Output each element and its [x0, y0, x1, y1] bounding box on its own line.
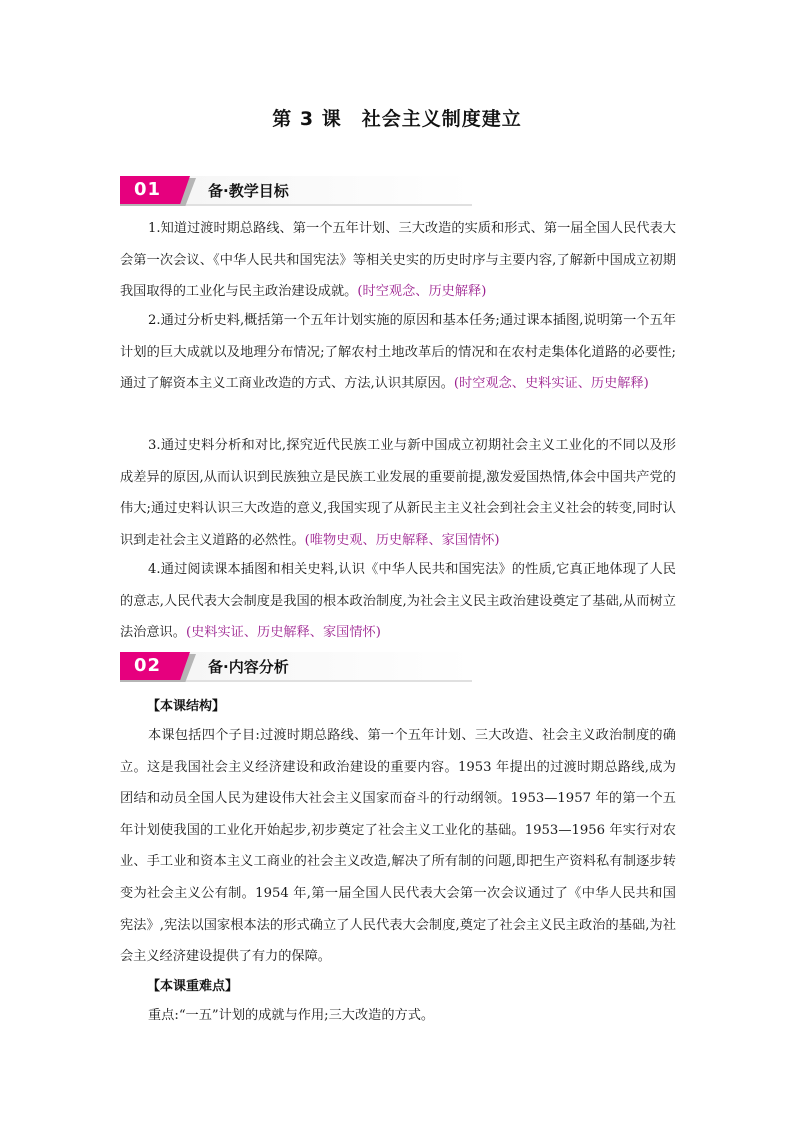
objective-paragraph-3: 3.通过史料分析和对比,探究近代民族工业与新中国成立初期社会主义工业化的不同以及形成差异的原因,从而认识到民族独立是民族工业发展的重要前提,激发爱国热情,体会中国共产党的伟大;通过史料认识三大改造的意义,我国实现了从新民主主义社会到社会主义社会的转变,同时认识到走社会主义道路的必然性。(唯物史观、历史解释、家国情怀) — [120, 438, 676, 548]
structure-paragraph: 本课包括四个子目:过渡时期总路线、第一个五年计划、三大改造、社会主义政治制度的确立。这是我国社会主义经济建设和政治建设的重要内容。1953 年提出的过渡时期总路线,成为团结和动员全国人民为建设伟大社会主义国家而奋斗的行动纲领。1953—1957 年的第一个五年计划使我国的工业化开始起步,初步奠定了社会主义工业化的基础。1953—1956 年实行对农业、手工业和资本主义工商业的社会主义改造,解决了所有制的问题,即把生产资料私有制逐步转变为社会主义公有制。1954 年,第一届全国人民代表大会第一次会议通过了《中华人民共和国宪法》,宪法以国家根本法的形式确立了人民代表大会制度,奠定了社会主义民主政治的基础,为社会主义经济建设提供了有力的保障。 — [120, 728, 676, 965]
competency-tag: (史料实证、历史解释、家国情怀) — [185, 625, 381, 641]
competency-tag: (唯物史观、历史解释、家国情怀) — [304, 532, 500, 548]
section-label: 备·内容分析 — [208, 658, 289, 676]
section-number: 02 — [134, 655, 162, 676]
section-header-objectives — [120, 176, 472, 206]
section-label: 备·教学目标 — [208, 182, 289, 200]
competency-tag: (时空观念、史料实证、历史解释) — [453, 376, 649, 392]
lesson-title: 第 3 课 社会主义制度建立 — [272, 108, 522, 130]
structure-heading: 【本课结构】 — [147, 699, 226, 714]
objective-paragraph-2: 2.通过分析史料,概括第一个五年计划实施的原因和基本任务;通过课本插图,说明第一个五年计划的巨大成就以及地理分布情况;了解农村土地改革后的情况和在农村走集体化道路的必要性;通过了解资本主义工商业改造的方式、方法,认识其原因。(时空观念、史料实证、历史解释) — [120, 313, 676, 392]
objective-paragraph-4: 4.通过阅读课本插图和相关史料,认识《中华人民共和国宪法》的性质,它真正地体现了人民的意志,人民代表大会制度是我国的根本政治制度,为社会主义民主政治建设奠定了基础,从而树立法治意识。(史料实证、历史解释、家国情怀) — [120, 562, 676, 641]
difficulty-paragraph: 重点:“一五”计划的成就与作用;三大改造的方式。 — [148, 1008, 435, 1023]
objective-paragraph-1: 1.知道过渡时期总路线、第一个五年计划、三大改造的实质和形式、第一届全国人民代表大会第一次会议、《中华人民共和国宪法》等相关史实的历史时序与主要内容,了解新中国成立初期我国取得的工业化与民主政治建设成就。(时空观念、历史解释) — [120, 221, 676, 300]
difficulty-heading: 【本课重难点】 — [147, 979, 239, 994]
section-number: 01 — [134, 179, 162, 200]
competency-tag: (时空观念、历史解释) — [357, 284, 487, 300]
section-header-content-analysis — [120, 652, 472, 682]
